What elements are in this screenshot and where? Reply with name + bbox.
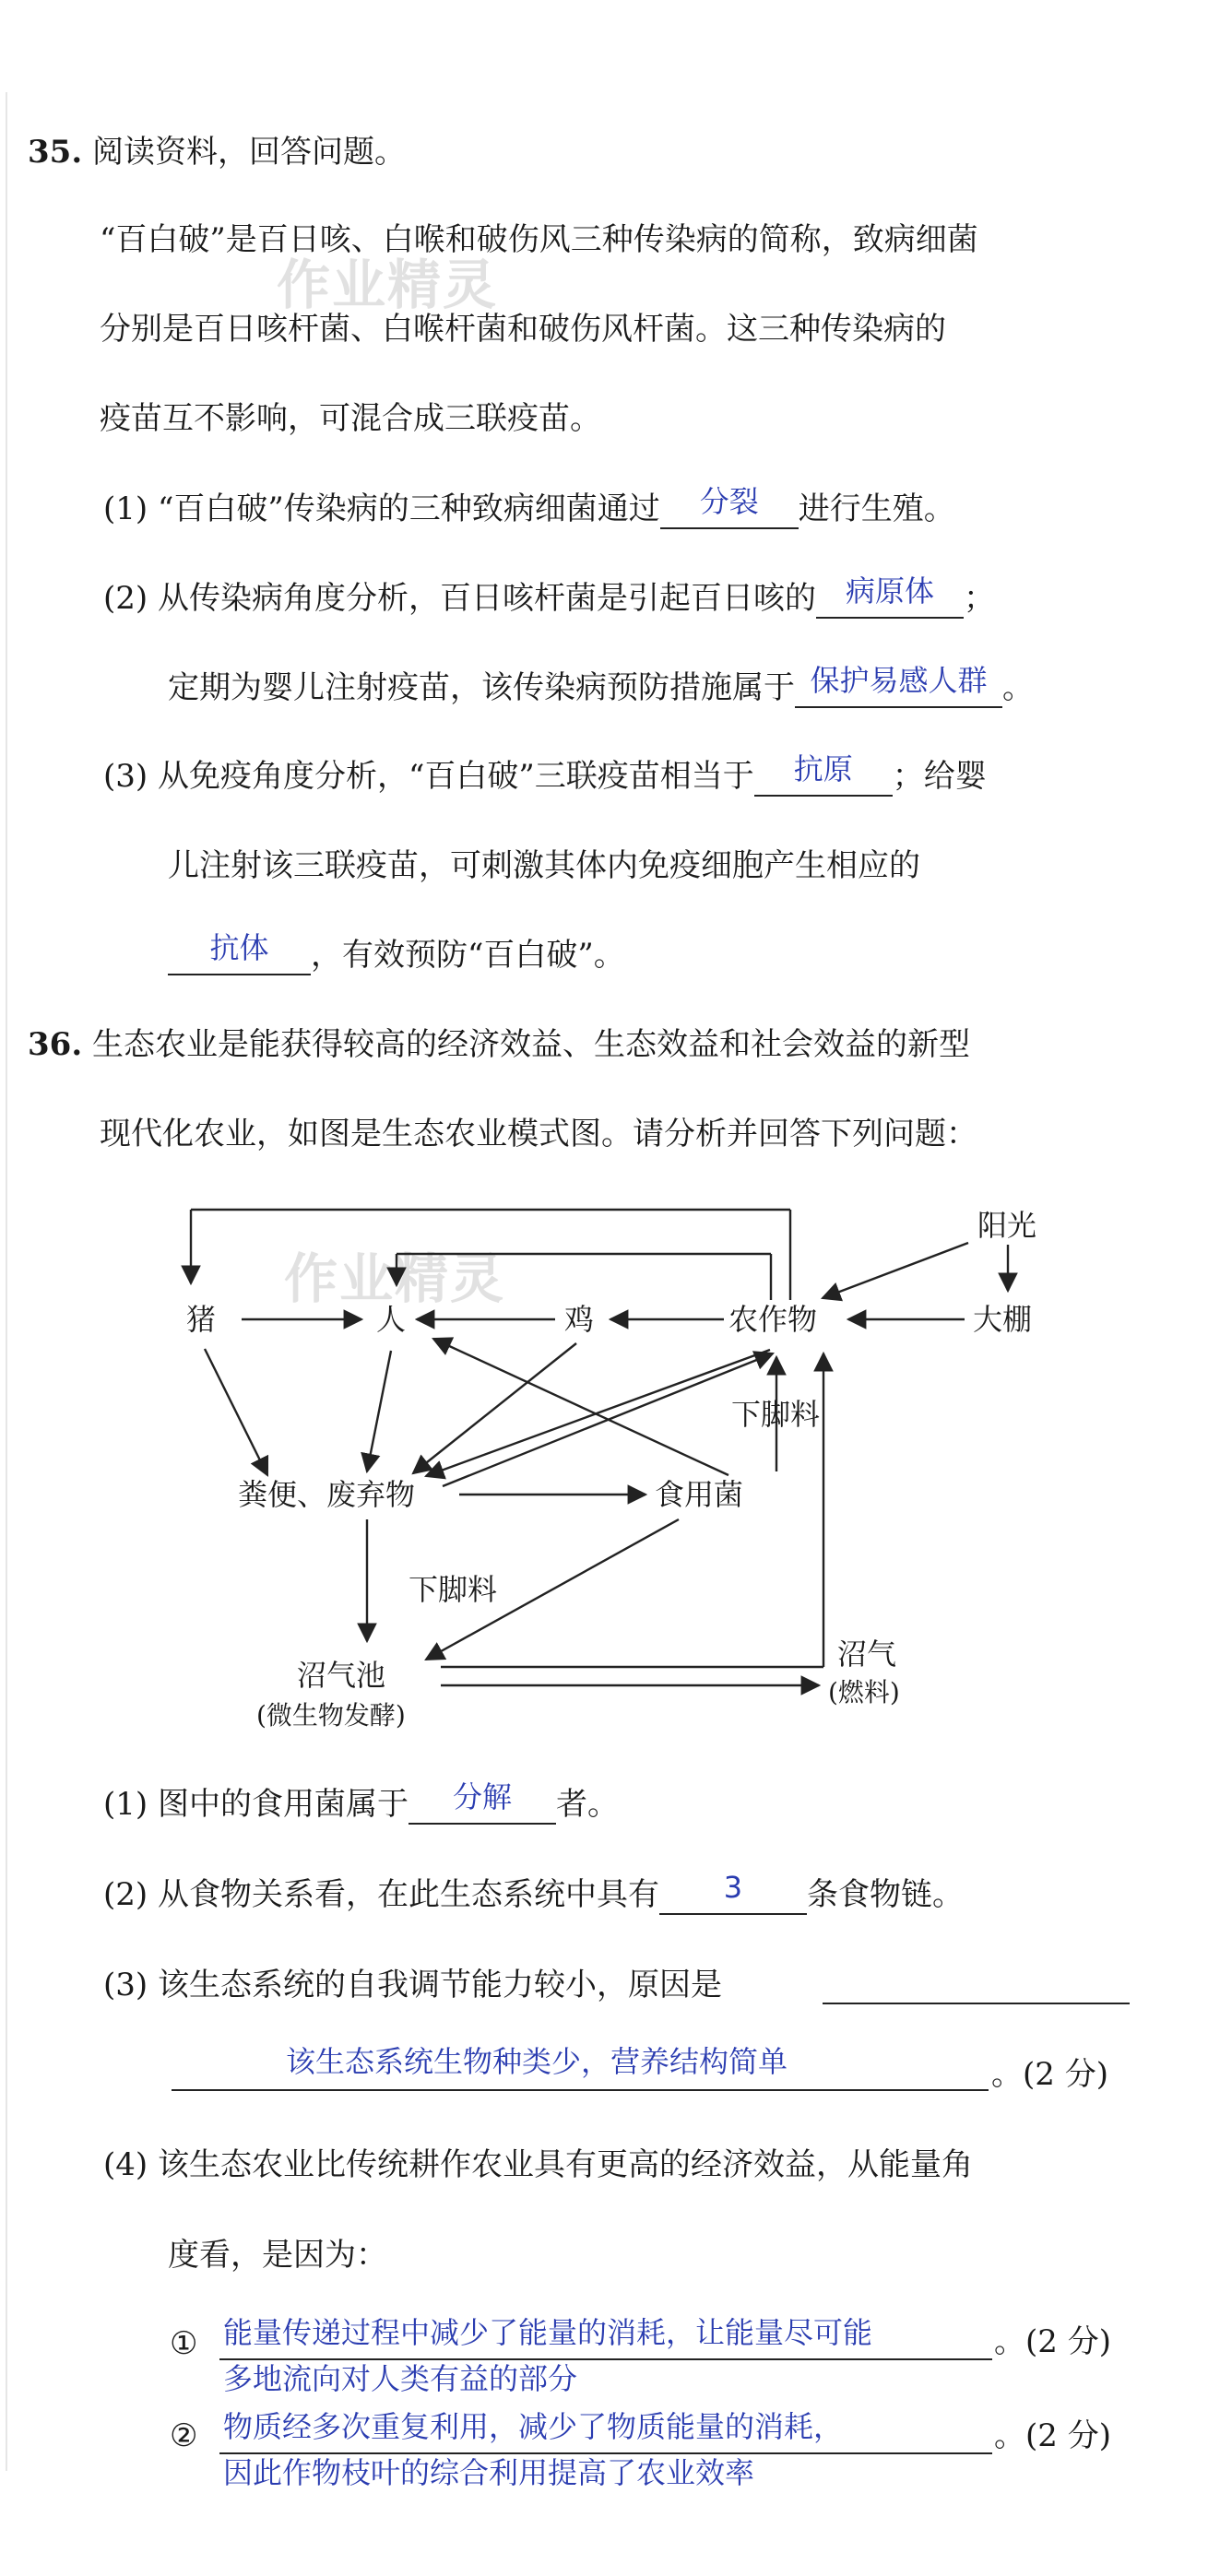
answer-blank xyxy=(754,751,893,797)
handwritten-answer: 该生态系统生物种类少，营养结构简单 xyxy=(286,2044,788,2079)
answer-blank xyxy=(168,930,311,975)
q35-passage-line: “百白破”是百日咳、白喉和破伤风三种传染病的简称，致病细菌 xyxy=(100,221,978,258)
score-note: 。(2 分) xyxy=(991,2056,1108,2093)
q35-part3c xyxy=(168,930,625,975)
q35-passage-line: 分别是百日咳杆菌、白喉杆菌和破伤风杆菌。这三种传染病的 xyxy=(100,311,946,348)
arrow-sun-to-crops xyxy=(823,1243,968,1298)
question-text: 进行生殖。 xyxy=(798,490,955,527)
q35-part3a xyxy=(103,751,987,797)
q35-part3b: 儿注射该三联疫苗，可刺激其体内免疫细胞产生相应的 xyxy=(168,847,920,884)
question-text: ；给婴 xyxy=(892,758,987,795)
arrow-crops-to-waste xyxy=(426,1350,770,1476)
question-text: ； xyxy=(963,580,995,617)
label-leftover-left: 下脚料 xyxy=(409,1572,498,1607)
question-text: (1) 图中的食用菌属于 xyxy=(103,1786,409,1823)
question-text: ，有效预防“百白破”。 xyxy=(311,937,625,974)
q36-number: 36. xyxy=(28,1026,83,1063)
arrow-waste-to-crops xyxy=(443,1353,773,1486)
handwritten-answer: 分裂 xyxy=(699,484,759,519)
handwritten-answer: 抗原 xyxy=(793,751,853,786)
answer-line xyxy=(823,2003,1130,2004)
node-chicken: 鸡 xyxy=(564,1302,595,1337)
node-human: 人 xyxy=(376,1302,407,1337)
node-sunlight: 阳光 xyxy=(977,1208,1037,1243)
answer-blank xyxy=(795,663,1002,708)
handwritten-answer: 抗体 xyxy=(209,930,269,965)
arrow-chicken-to-waste xyxy=(413,1343,576,1473)
q36-part4-cont: 度看，是因为： xyxy=(168,2237,387,2274)
node-fungi: 食用菌 xyxy=(655,1477,744,1512)
q36-intro-line: 生态农业是能获得较高的经济效益、生态效益和社会效益的新型 xyxy=(91,1026,970,1063)
q36-header xyxy=(28,1024,970,1065)
answer-blank xyxy=(659,1870,807,1915)
q36-part4: (4) 该生态农业比传统耕作农业具有更高的经济效益，从能量角 xyxy=(103,2146,973,2183)
question-text: 条食物链。 xyxy=(806,1876,964,1913)
question-text: (1) “百白破”传染病的三种致病细菌通过 xyxy=(103,490,660,527)
handwritten-answer: 能量传递过程中减少了能量的消耗，让能量尽可能 xyxy=(223,2315,873,2350)
q35-part2b xyxy=(168,663,1034,708)
node-biogas-note: (燃料) xyxy=(828,1677,900,1707)
q36-part2 xyxy=(103,1870,964,1915)
handwritten-answer: 分解 xyxy=(452,1779,512,1814)
handwritten-answer: 保护易感人群 xyxy=(810,663,988,698)
watermark: 作业精灵 xyxy=(277,254,499,316)
question-text: (2) 从传染病角度分析，百日咳杆菌是引起百日咳的 xyxy=(103,580,816,617)
page-edge xyxy=(6,92,7,2471)
q35-part1 xyxy=(103,484,955,529)
question-text: 者。 xyxy=(555,1786,619,1823)
question-text: 定期为婴儿注射疫苗，该传染病预防措施属于 xyxy=(168,669,795,706)
eco-agriculture-diagram xyxy=(166,1189,1051,1743)
watermark: 作业精灵 xyxy=(284,1247,506,1310)
answer-blank xyxy=(816,573,964,619)
handwritten-answer: 3 xyxy=(723,1870,743,1905)
node-biogas: 沼气 xyxy=(837,1637,897,1672)
node-biogas-pool: 沼气池 xyxy=(297,1658,386,1693)
question-text: (3) 从免疫角度分析，“百白破”三联疫苗相当于 xyxy=(103,758,754,795)
answer-blank xyxy=(409,1779,556,1825)
score-note: 。(2 分) xyxy=(994,2323,1111,2360)
answer-line xyxy=(172,2089,989,2091)
node-waste: 粪便、废弃物 xyxy=(238,1477,416,1512)
circled-number-2: ② xyxy=(170,2417,198,2454)
q35-part2a xyxy=(103,573,995,619)
q35-header xyxy=(28,132,406,172)
score-note: 。(2 分) xyxy=(994,2417,1111,2454)
node-biogas-pool-note: (微生物发酵) xyxy=(256,1700,406,1731)
question-text: 。 xyxy=(1002,669,1034,706)
q35-title: 阅读资料，回答问题。 xyxy=(91,134,406,171)
answer-blank xyxy=(660,484,799,529)
handwritten-answer: 病原体 xyxy=(845,573,934,609)
node-pig: 猪 xyxy=(186,1302,217,1337)
question-text: (2) 从食物关系看，在此生态系统中具有 xyxy=(103,1876,659,1913)
arrow-pig-to-waste xyxy=(205,1349,267,1475)
q36-part1 xyxy=(103,1779,619,1825)
handwritten-answer: 因此作物枝叶的综合利用提高了农业效率 xyxy=(223,2455,755,2490)
q36-part3 xyxy=(103,1965,722,2005)
arrow-human-to-waste xyxy=(367,1351,391,1471)
circled-number-1: ① xyxy=(170,2325,198,2362)
question-text: (3) 该生态系统的自我调节能力较小，原因是 xyxy=(103,1967,722,2003)
node-crops: 农作物 xyxy=(728,1302,818,1337)
q35-passage-line: 疫苗互不影响，可混合成三联疫苗。 xyxy=(100,400,601,437)
arrow-fungi-to-human xyxy=(433,1339,728,1475)
handwritten-answer: 物质经多次重复利用，减少了物质能量的消耗， xyxy=(223,2409,844,2444)
label-leftover-right: 下脚料 xyxy=(731,1397,821,1432)
q36-intro-line: 现代化农业，如图是生态农业模式图。请分析并回答下列问题： xyxy=(100,1116,977,1152)
node-greenhouse: 大棚 xyxy=(973,1302,1033,1337)
q35-number: 35. xyxy=(28,134,83,171)
handwritten-answer: 多地流向对人类有益的部分 xyxy=(223,2361,578,2396)
